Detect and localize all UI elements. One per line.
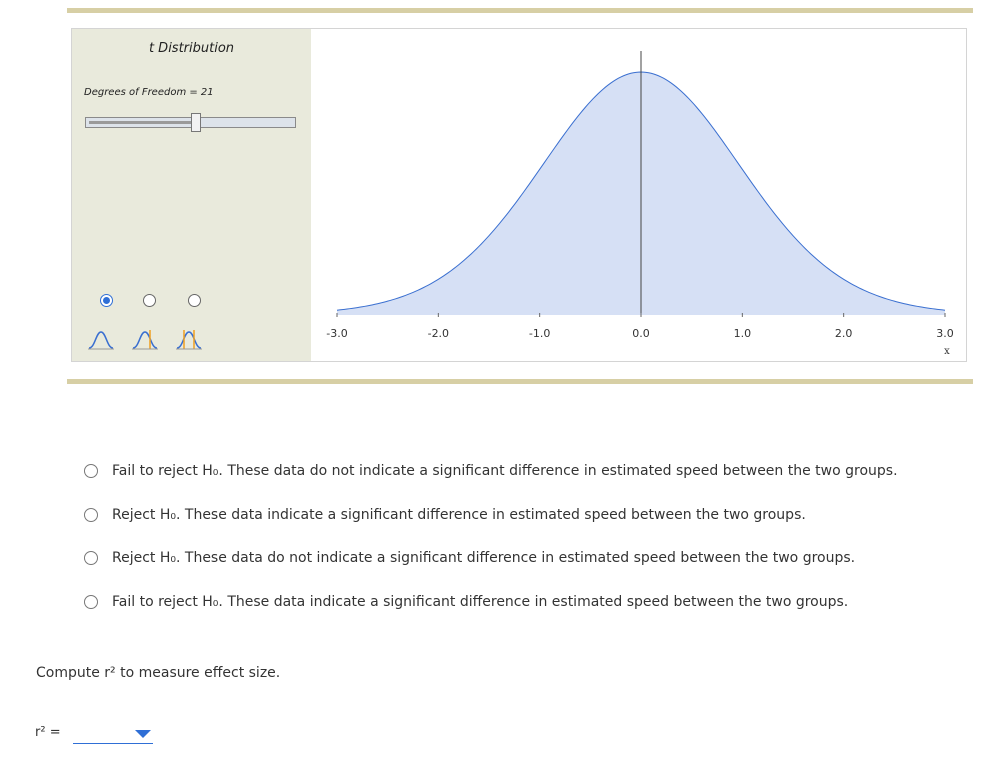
control-panel xyxy=(72,29,311,361)
option-label: Fail to reject H₀. These data indicate a significant difference in estimated speed between the two groups. xyxy=(112,594,849,610)
degrees-of-freedom-slider[interactable] xyxy=(85,117,296,128)
two-tailed-shading-icon[interactable] xyxy=(88,326,114,352)
effect-size-prompt: Compute r² to measure effect size. xyxy=(36,665,281,681)
t-distribution-plot xyxy=(312,29,966,361)
one-tailed-left-icon[interactable] xyxy=(132,326,158,352)
widget-title: t Distribution xyxy=(148,41,235,56)
x-tick-label: -3.0 xyxy=(326,327,348,340)
x-tick-label: -1.0 xyxy=(528,327,551,340)
x-tick-label: 1.0 xyxy=(733,327,752,340)
chevron-down-icon xyxy=(135,730,151,738)
mode-radio-one-tailed-right[interactable] xyxy=(188,294,201,307)
x-tick-label: -2.0 xyxy=(427,327,450,340)
one-tailed-right-icon[interactable] xyxy=(176,326,202,352)
slider-fill xyxy=(89,121,196,124)
radio-button[interactable] xyxy=(84,595,98,609)
slider-thumb[interactable] xyxy=(191,113,201,132)
radio-button[interactable] xyxy=(84,508,98,522)
top-divider xyxy=(67,8,973,13)
mode-radio-one-tailed-left[interactable] xyxy=(143,294,156,307)
x-tick-label: 2.0 xyxy=(834,327,853,340)
bottom-divider xyxy=(67,379,973,384)
t-distribution-widget xyxy=(71,28,967,362)
mode-radio-two-tailed[interactable] xyxy=(100,294,113,307)
radio-button[interactable] xyxy=(84,551,98,565)
degrees-of-freedom-label: Degrees of Freedom = 21 xyxy=(84,87,214,98)
x-axis-label: x xyxy=(944,346,950,357)
x-tick-label: 0.0 xyxy=(632,327,650,340)
radio-button[interactable] xyxy=(84,464,98,478)
option-label: Fail to reject H₀. These data do not indicate a significant difference in estimated speed between the two groups. xyxy=(112,463,898,479)
r-squared-label: r² = xyxy=(35,725,61,740)
r-squared-dropdown[interactable] xyxy=(73,726,153,744)
option-label: Reject H₀. These data do not indicate a significant difference in estimated speed between the two groups. xyxy=(112,550,856,566)
x-tick-label: 3.0 xyxy=(936,327,954,340)
option-label: Reject H₀. These data indicate a significant difference in estimated speed between the two groups. xyxy=(112,507,806,523)
